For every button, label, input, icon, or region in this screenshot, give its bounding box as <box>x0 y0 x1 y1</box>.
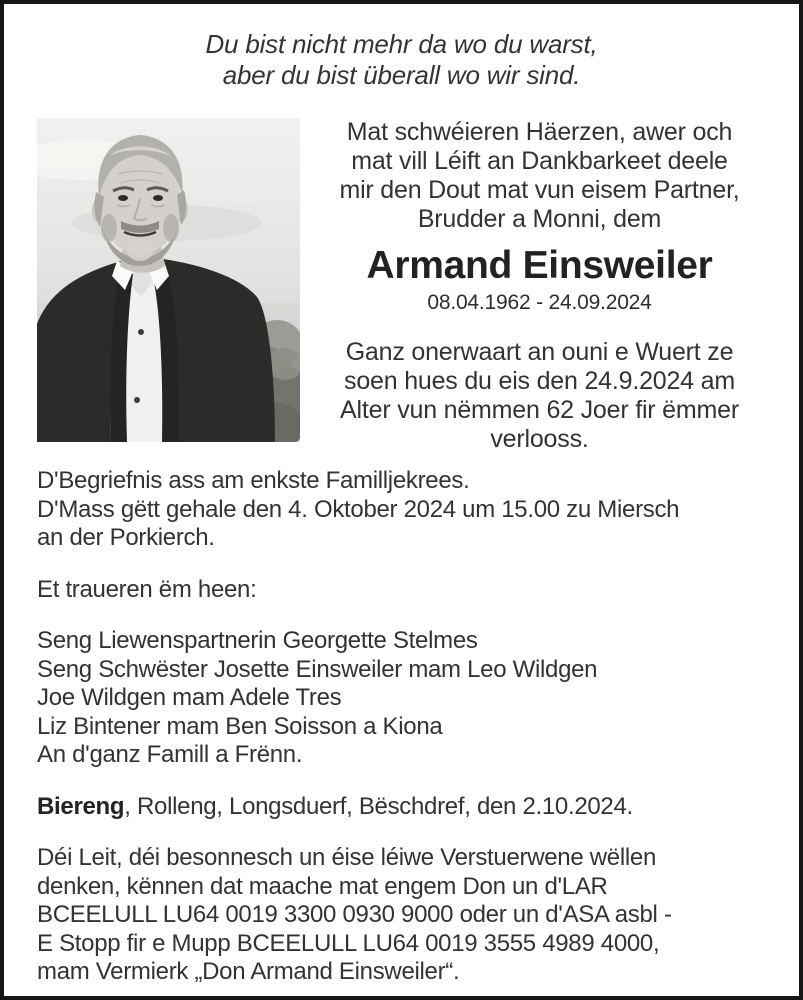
donation-line: BCEELULL LU64 0019 3300 0930 9000 oder un d'ASA asbl - <box>37 901 672 928</box>
mourner-item: Seng Liewenspartnerin Georgette Stelmes <box>37 627 478 654</box>
funeral-line: D'Begriefnis ass am enkste Familljekrees. <box>37 467 470 494</box>
intro-column <box>300 118 769 454</box>
death-note-line: soen hues du eis den 24.9.2024 am <box>344 367 735 395</box>
intro-line: mir den Dout mat vun eisem Partner, <box>339 176 740 204</box>
death-note-line: verlooss. <box>490 425 589 453</box>
donation-line: denken, kënnen dat maache mat engem Don un d'LAR <box>37 872 608 900</box>
donation-info <box>37 844 766 987</box>
donation-line: mam Vermierk „Don Armand Einsweiler“. <box>37 958 460 985</box>
funeral-line: D'Mass gëtt gehale den 4. Oktober 2024 um 15.00 zu Miersch <box>37 495 680 523</box>
places-rest: , Rolleng, Longsduerf, Bëschdref, den 2.10.2024. <box>124 792 633 820</box>
place-name: Biereng <box>37 792 125 820</box>
intro-line: mat vill Léift an Dankbarkeet deele <box>351 147 728 175</box>
memorial-quote <box>4 29 799 91</box>
death-note-line: Ganz onerwaart an ouni e Wuert ze <box>345 338 734 366</box>
portrait-illustration <box>37 118 300 442</box>
death-note-line: Alter vun nëmmen 62 Joer fir ëmmer <box>340 396 739 424</box>
intro-line: Mat schwéieren Häerzen, awer och <box>346 118 733 146</box>
mourners-heading: Et traueren ëm heen: <box>37 575 257 603</box>
memorial-quote-line: aber du bist überall wo wir sind. <box>222 60 581 90</box>
death-note <box>310 338 769 454</box>
donation-line: E Stopp fir e Mupp BCEELULL LU64 0019 3555 4989 4000, <box>37 929 660 957</box>
places-and-date <box>37 793 766 822</box>
mourner-item: An d'ganz Famill a Frënn. <box>37 741 303 768</box>
mourner-item: Joe Wildgen mam Adele Tres <box>37 684 342 711</box>
mourners-list <box>37 627 766 770</box>
funeral-info <box>37 467 766 553</box>
funeral-line: an der Porkierch. <box>37 524 215 551</box>
intro-line: Brudder a Monni, dem <box>417 205 662 233</box>
notice-body <box>37 467 766 987</box>
deceased-photo <box>37 118 300 442</box>
photo-and-intro-row <box>37 118 769 454</box>
memorial-quote-line: Du bist nicht mehr da wo du warst, <box>205 29 598 59</box>
deceased-name: Armand Einsweiler <box>366 244 713 287</box>
mourner-item: Liz Bintener mam Ben Soisson a Kiona <box>37 712 443 740</box>
donation-line: Déi Leit, déi besonnesch un éise léiwe Verstuerwene wëllen <box>37 844 656 871</box>
intro-text <box>310 118 769 234</box>
deceased-dates: 08.04.1962 - 24.09.2024 <box>427 291 652 314</box>
mourner-item: Seng Schwëster Josette Einsweiler mam Leo Wildgen <box>37 655 598 683</box>
